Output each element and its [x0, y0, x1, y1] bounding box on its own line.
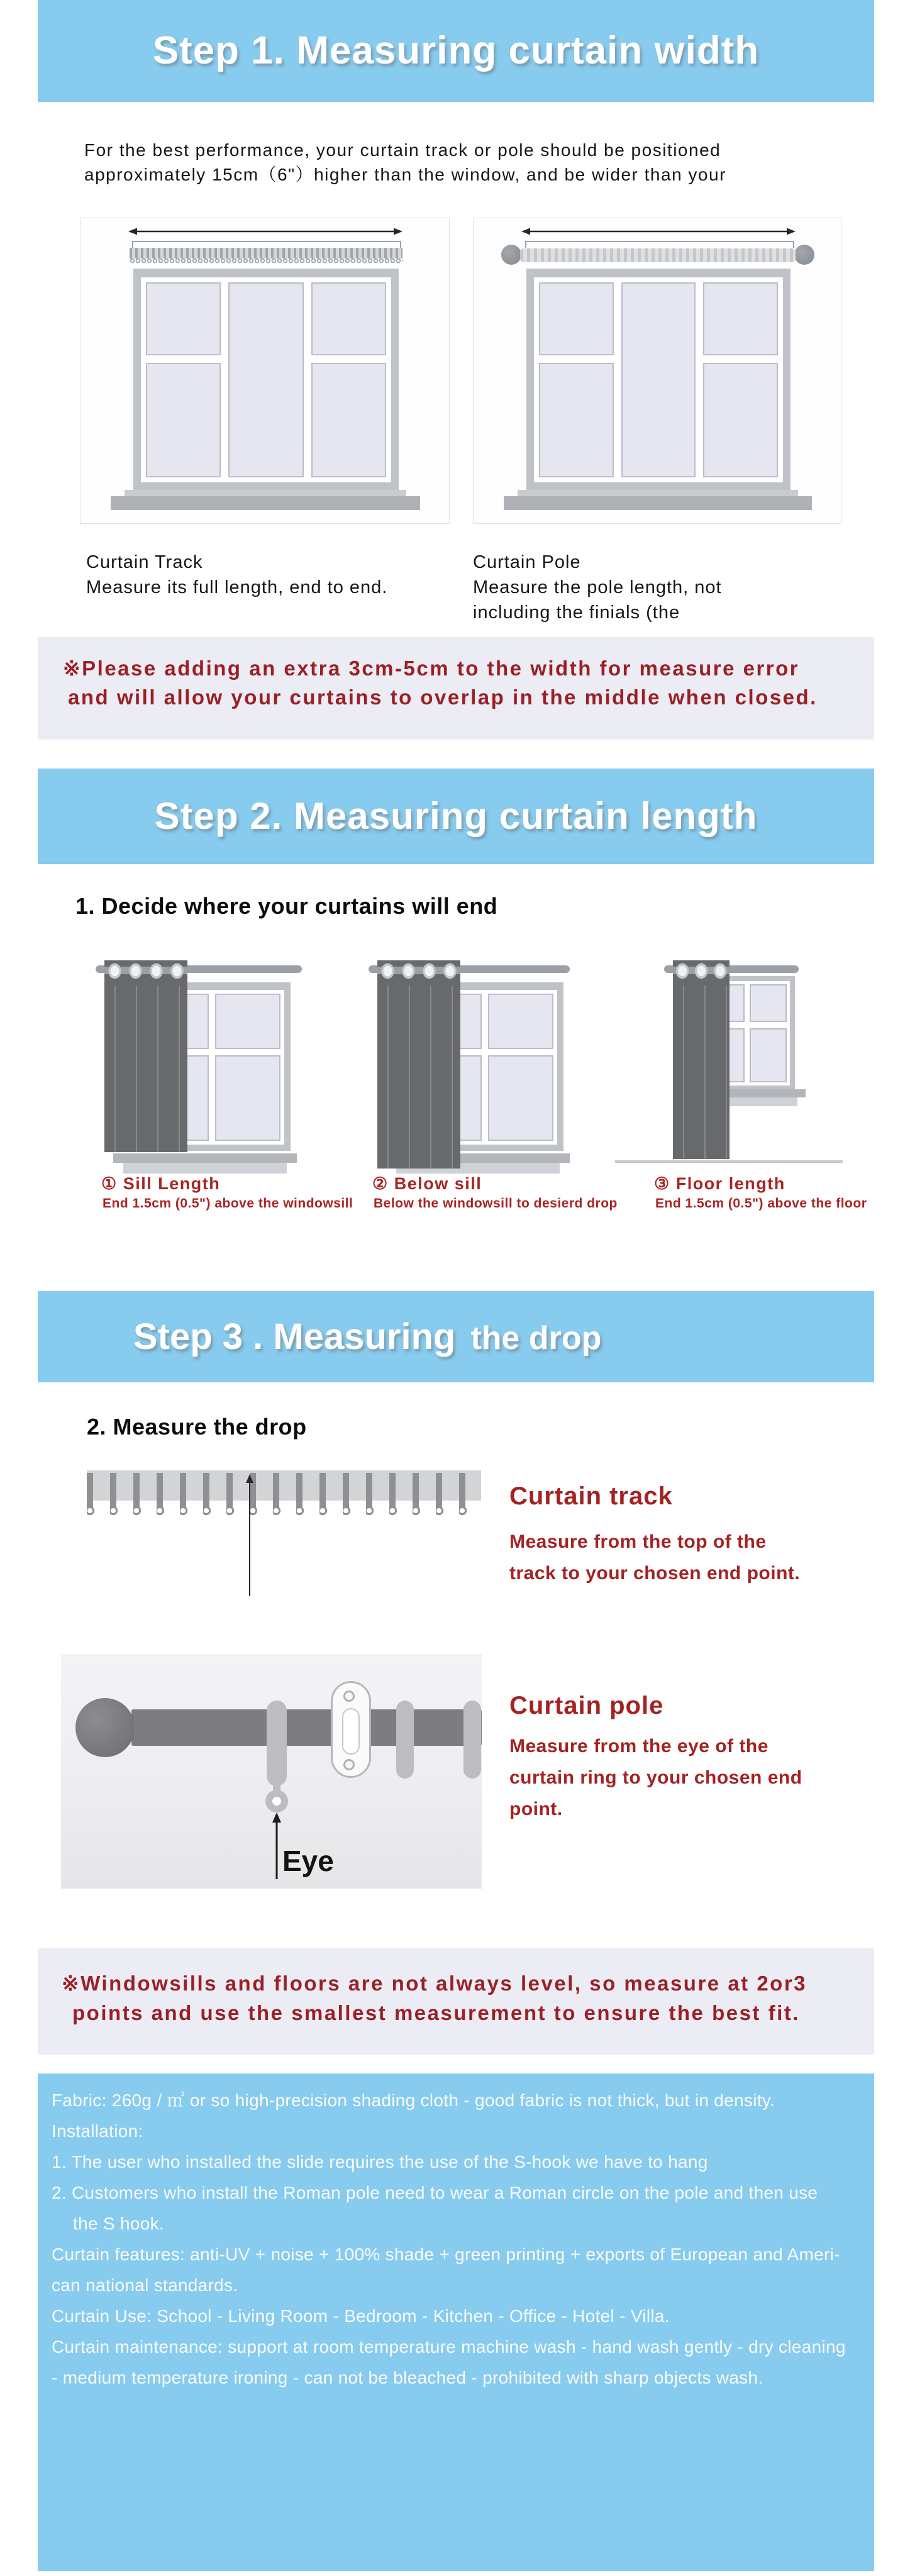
- up-arrow-icon: [272, 1813, 282, 1879]
- window-pane: [750, 1028, 787, 1082]
- curtain-pole-illustration: [473, 218, 841, 524]
- product-info-box: [38, 2074, 874, 2571]
- curtain-pole-diagram: [61, 1654, 482, 1889]
- window-pane: [703, 363, 778, 477]
- footer-line: Curtain Use: School - Living Room - Bedroom - Kitchen - Office - Hotel - Villa.: [52, 2306, 670, 2326]
- grommets-row: [104, 960, 187, 979]
- pole-finial-icon: [794, 245, 814, 265]
- curtain-folds: [673, 985, 730, 1159]
- option2-desc: Below the windowsill to desierd drop: [374, 1196, 618, 1211]
- step1-intro-line2: approximately 15cm（6"）higher than the window, and be wider than your: [84, 165, 726, 184]
- window-column: [488, 994, 553, 1141]
- window-column: [539, 282, 614, 477]
- up-arrow-icon: [245, 1474, 255, 1596]
- curtain-pole-graphic: [520, 248, 796, 262]
- window-pane: [750, 984, 787, 1022]
- pole-bar-graphic: [131, 1709, 482, 1746]
- wall-bracket-graphic: [331, 1681, 371, 1778]
- track-caption: [86, 550, 387, 600]
- drop-note-line1: ※Windowsills and floors are not always level, so measure at 2or3: [62, 1972, 807, 1995]
- footer-line: 1. The user who installed the slide requires the use of the S-hook we have to hang: [52, 2152, 708, 2172]
- track-hook-loops: [87, 1504, 481, 1517]
- step2-banner: [38, 769, 874, 864]
- windowsill-graphic: [111, 496, 420, 510]
- width-note-box: [38, 637, 874, 740]
- window-pane: [488, 994, 553, 1049]
- step3-banner-subtitle: the drop: [470, 1320, 602, 1357]
- option1-label: ① Sill Length: [101, 1174, 221, 1193]
- curtain-ring-graphic: [267, 1701, 287, 1786]
- step3-heading: 2. Measure the drop: [87, 1414, 307, 1440]
- curtain-folds: [104, 985, 187, 1152]
- track-drop-desc: [509, 1526, 800, 1589]
- windowsill-graphic: [504, 496, 812, 510]
- track-drop-desc-line1: Measure from the top of the: [509, 1531, 767, 1552]
- window-column: [750, 984, 787, 1082]
- window-column: [215, 994, 280, 1141]
- window-pane: [703, 282, 778, 355]
- windowsill-graphic: [113, 1153, 297, 1163]
- window-column: [703, 282, 778, 477]
- pole-drop-desc-line2: curtain ring to your chosen end: [509, 1767, 802, 1788]
- window-pane: [311, 282, 386, 355]
- footer-line: can national standards.: [52, 2275, 238, 2295]
- step1-intro-line1: For the best performance, your curtain track or pole should be positioned: [84, 140, 721, 160]
- curtain-track-illustration: [80, 218, 450, 524]
- track-caption-desc: Measure its full length, end to end.: [86, 577, 388, 597]
- curtain-graphic: [377, 960, 460, 1169]
- windowsill-apron: [123, 1163, 287, 1174]
- width-double-arrow-icon: [128, 226, 402, 236]
- window-pane: [539, 363, 614, 477]
- footer-line: - medium temperature ironing - can not be bleached - prohibited with sharp objects wash.: [52, 2368, 763, 2387]
- window-pane: [215, 994, 280, 1049]
- screw-icon: [343, 1759, 355, 1770]
- floor-line: [615, 1160, 843, 1163]
- option3-label: ③ Floor length: [654, 1174, 785, 1193]
- width-note-line1: ※Please adding an extra 3cm-5cm to the width for measure error: [63, 657, 800, 680]
- window-column: [228, 282, 303, 477]
- pole-drop-title: Curtain pole: [509, 1692, 664, 1719]
- width-double-arrow-icon: [521, 226, 796, 236]
- footer-line: the S hook.: [73, 2214, 164, 2233]
- window-column: [311, 282, 386, 477]
- step3-banner: [38, 1291, 874, 1382]
- drop-note-line2: points and use the smallest measurement to ensure the best fit.: [72, 2001, 800, 2024]
- pole-caption-desc2: including the finials (the: [473, 602, 680, 623]
- curtain-graphic: [673, 960, 730, 1159]
- pole-caption-title: Curtain Pole: [473, 552, 581, 572]
- grommets-row: [673, 960, 730, 979]
- track-drop-title: Curtain track: [509, 1482, 673, 1510]
- eye-label: Eye: [282, 1845, 334, 1877]
- windowsill-step: [518, 490, 798, 496]
- step2-banner-title: Step 2. Measuring curtain length: [154, 795, 758, 837]
- curtain-folds: [377, 985, 460, 1169]
- step1-intro: [84, 138, 726, 187]
- step3-banner-title: Step 3 . Measuring: [133, 1316, 456, 1357]
- curtain-ring-graphic: [396, 1701, 414, 1779]
- pole-caption: [473, 550, 722, 625]
- window-pane: [146, 363, 221, 477]
- window-pane: [146, 282, 221, 355]
- track-drop-desc-line2: track to your chosen end point.: [509, 1563, 801, 1584]
- window-graphic: [133, 269, 399, 490]
- pole-drop-desc-line3: point.: [509, 1799, 563, 1819]
- curtain-ring-graphic: [463, 1701, 481, 1779]
- pole-caption-desc1: Measure the pole length, not: [473, 577, 722, 597]
- window-pane: [539, 282, 614, 355]
- pole-drop-desc-line1: Measure from the eye of the: [509, 1736, 769, 1757]
- footer-line: Curtain features: anti-UV + noise + 100% shade + green printing + exports of European and Ameri-: [52, 2245, 840, 2264]
- window-pane: [228, 282, 303, 477]
- window-pane: [621, 282, 696, 477]
- track-bracket-line: [132, 241, 401, 248]
- track-hook-stems: [87, 1473, 481, 1508]
- width-note-line2: and will allow your curtains to overlap in the middle when closed.: [68, 686, 818, 709]
- drop-note-box: [38, 1948, 874, 2055]
- step1-banner: [38, 0, 874, 102]
- window-pane: [488, 1055, 553, 1141]
- ring-eye-icon: [265, 1790, 288, 1813]
- bracket-slot: [342, 1708, 360, 1755]
- curtain-graphic: [104, 960, 187, 1152]
- window-column: [621, 282, 696, 477]
- option3-desc: End 1.5cm (0.5") above the floor: [655, 1196, 867, 1211]
- track-hook-loops: [130, 258, 402, 264]
- windowsill-step: [125, 490, 406, 496]
- window-graphic: [526, 269, 791, 490]
- pole-finial-icon: [501, 245, 521, 265]
- track-caption-title: Curtain Track: [86, 552, 203, 572]
- option2-label: ② Below sill: [372, 1174, 482, 1193]
- curtain-track-graphic: [130, 248, 402, 258]
- step2-heading: 1. Decide where your curtains will end: [75, 893, 498, 919]
- pole-drop-desc: [509, 1731, 802, 1825]
- option1-desc: End 1.5cm (0.5") above the windowsill: [103, 1196, 353, 1211]
- grommets-row: [377, 960, 460, 979]
- window-pane: [311, 363, 386, 477]
- window-pane: [215, 1055, 280, 1141]
- pole-bracket-line: [525, 241, 794, 248]
- pole-finial-icon: [75, 1698, 135, 1757]
- footer-line: Fabric: 260g / ㎡ or so high-precision shading cloth - good fabric is not thick, but in density.: [52, 2090, 775, 2110]
- footer-line: Installation:: [52, 2121, 143, 2141]
- window-column: [146, 282, 221, 477]
- footer-line: 2. Customers who install the Roman pole need to wear a Roman circle on the pole and then use: [52, 2183, 818, 2202]
- screw-icon: [343, 1690, 355, 1702]
- step1-banner-title: Step 1. Measuring curtain width: [152, 29, 760, 72]
- footer-line: Curtain maintenance: support at room temperature machine wash - hand wash gently - dry cleaning: [52, 2337, 846, 2357]
